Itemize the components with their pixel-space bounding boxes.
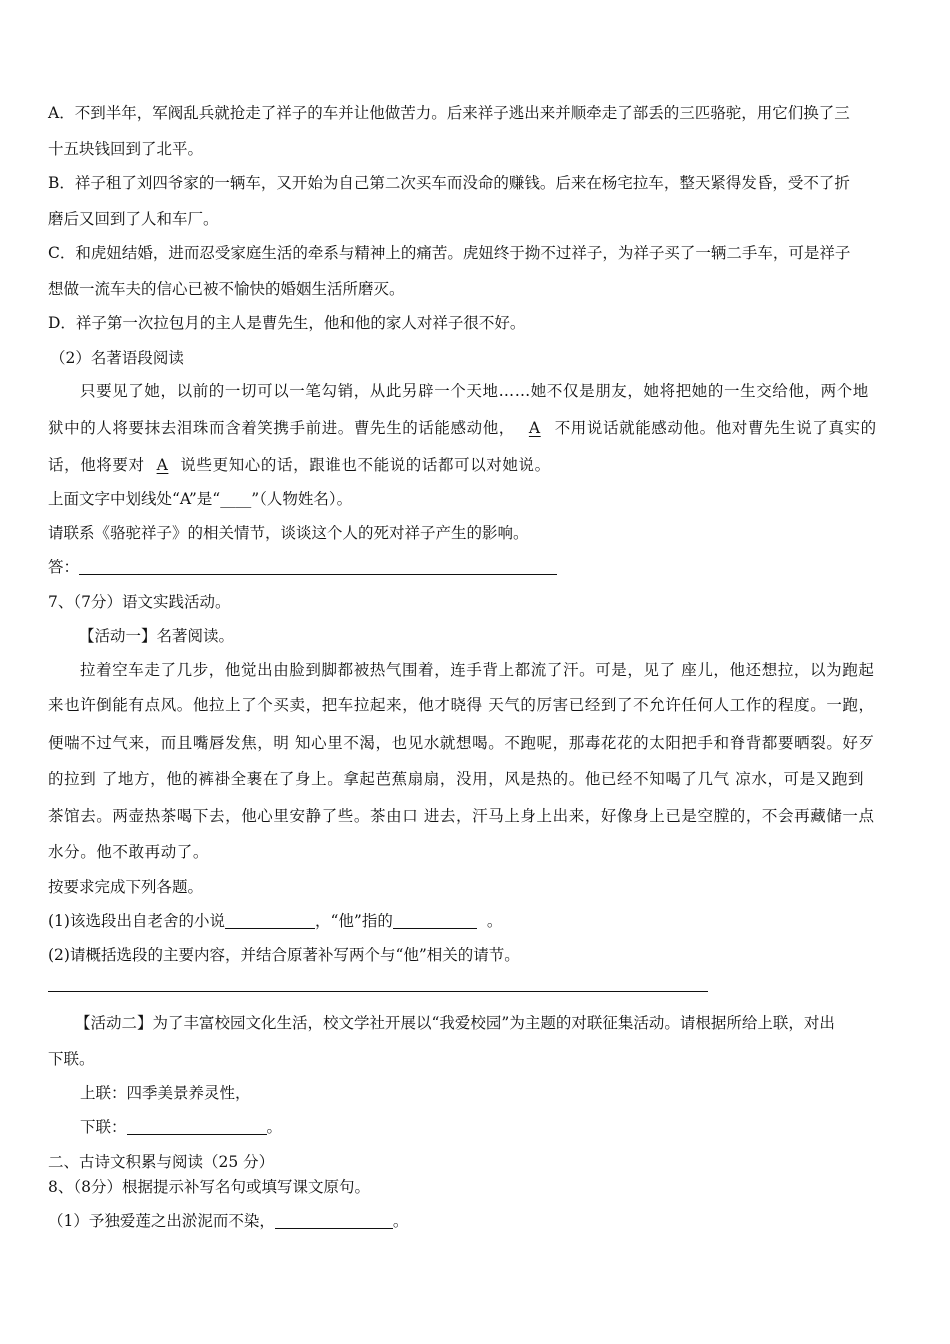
q7-sub1-middle: ，“他”指的 (314, 912, 393, 930)
answer-rule[interactable] (48, 991, 708, 992)
q8-title: 8、（8分）根据提示补写名句或填写课文原句。 (48, 1178, 370, 1196)
passage1-line3-end: 说些更知心的话，跟谁也不能说的话都可以对她说。 (180, 456, 551, 474)
lower-couplet-blank[interactable] (127, 1118, 267, 1135)
option-b-line1: B．祥子租了刘四爷家的一辆车，又开始为自己第二次买车而没命的赚钱。后来在杨宅拉车，整天紧得发昏，受不了折 (48, 174, 850, 192)
option-d-line1: D．祥子第一次拉包月的主人是曹先生，他和他的家人对祥子很不好。 (48, 314, 526, 332)
passage2-line2: 来也许倒能有点风。他拉上了个买卖，把车拉起来，他才晓得 天气的厉害已经到了不允许任何人工作的程度。一跑， (48, 696, 875, 714)
q8-item1 (48, 1211, 408, 1231)
question-influence: 请联系《骆驼祥子》的相关情节，谈谈这个人的死对祥子产生的影响。 (48, 524, 529, 542)
activity1-heading: 【活动一】名著阅读。 (79, 627, 235, 645)
passage2-line5: 茶馆去。两壶热茶喝下去，他心里安静了些。茶由口 进去，汗马上身上出来，好像身上已是空膛的，不会再藏储一点 (48, 807, 875, 825)
part2-heading: （2）名著语段阅读 (50, 349, 184, 367)
option-c-line2: 想做一流车夫的信心已被不愉快的婚姻生活所磨灭。 (48, 280, 405, 298)
name-blank[interactable]: ____ (220, 490, 252, 508)
novel-title-blank[interactable] (225, 912, 315, 929)
option-a-line2: 十五块钱回到了北平。 (48, 140, 204, 158)
underlined-mark-a-2: A (156, 456, 169, 474)
section2-heading: 二、古诗文积累与阅读（25 分） (48, 1153, 275, 1171)
q7-title: 7、（7分）语文实践活动。 (48, 593, 231, 611)
question-a-name-end: ”（人物姓名）。 (251, 490, 353, 508)
couplet-lower (80, 1117, 282, 1137)
couplet-lower-label: 下联： (80, 1118, 127, 1136)
passage1-line3-start: 话，他将要对 (48, 456, 145, 474)
q7-instruction: 按要求完成下列各题。 (48, 878, 204, 896)
underlined-mark-a: A (528, 419, 541, 437)
q8-item1-start: （1）予独爱莲之出淤泥而不染， (48, 1212, 275, 1230)
passage1-line2 (48, 418, 877, 438)
activity2-line2: 下联。 (48, 1050, 95, 1068)
passage1-line1: 只要见了她，以前的一切可以一笔勾销，从此另辟一个天地……她不仅是朋友，她将把她的一生交给他，两个地 (80, 382, 869, 400)
passage2-line6: 水分。他不敢再动了。 (48, 843, 210, 861)
q7-sub1-end: 。 (486, 912, 503, 930)
passage2-line3: 便喘不过气来，而且嘴唇发焦，明 知心里不渴，也见水就想喝。不跑呢，那毒花花的太阳把手和脊背都要晒裂。好歹 (48, 734, 875, 752)
option-a-line1: A．不到半年，军阀乱兵就抢走了祥子的车并让他做苦力。后来祥子逃出来并顺牵走了部丢的三匹骆驼，用它们换了三 (48, 104, 850, 122)
passage1-line3 (48, 455, 551, 475)
couplet-lower-end: 。 (266, 1118, 283, 1136)
question-a-name (48, 489, 352, 509)
couplet-upper: 上联：四季美景养灵性， (80, 1084, 251, 1102)
option-b-line2: 磨后又回到了人和车厂。 (48, 210, 219, 228)
activity2-line1: 【活动二】为了丰富校园文化生活，校文学社开展以“我爱校园”为主题的对联征集活动。请根据所给上联，对出 (75, 1014, 835, 1032)
passage1-line2-end: 不用说话就能感动他。他对曹先生说了真实的 (554, 419, 877, 437)
answer-line (48, 557, 557, 577)
q8-item1-blank[interactable] (275, 1212, 393, 1229)
question-a-name-start: 上面文字中划线处“A”是“ (48, 490, 221, 508)
he-refers-blank[interactable] (393, 912, 477, 929)
answer-blank[interactable] (79, 558, 557, 575)
q7-sub2: (2)请概括选段的主要内容，并结合原著补写两个与“他”相关的请节。 (48, 946, 520, 964)
answer-label: 答： (48, 558, 80, 576)
q7-sub1-start: (1)该选段出自老舍的小说 (48, 912, 225, 930)
q8-item1-end: 。 (392, 1212, 409, 1230)
passage2-line4: 的拉到 了地方，他的裤褂全裹在了身上。拿起芭蕉扇扇，没用，风是热的。他已经不知喝了几气 凉水，可是又跑到 (48, 770, 865, 788)
passage1-line2-start: 狱中的人将要抹去泪珠而含着笑携手前进。曹先生的话能感动他， (48, 419, 515, 437)
q7-sub1 (48, 911, 502, 931)
passage2-line1: 拉着空车走了几步，他觉出由脸到脚都被热气围着，连手背上都流了汗。可是，见了 座儿，他还想拉，以为跑起 (80, 661, 875, 679)
option-c-line1: C．和虎妞结婚，进而忍受家庭生活的牵系与精神上的痛苦。虎妞终于拗不过祥子，为祥子买了一辆二手车，可是祥子 (48, 244, 851, 262)
